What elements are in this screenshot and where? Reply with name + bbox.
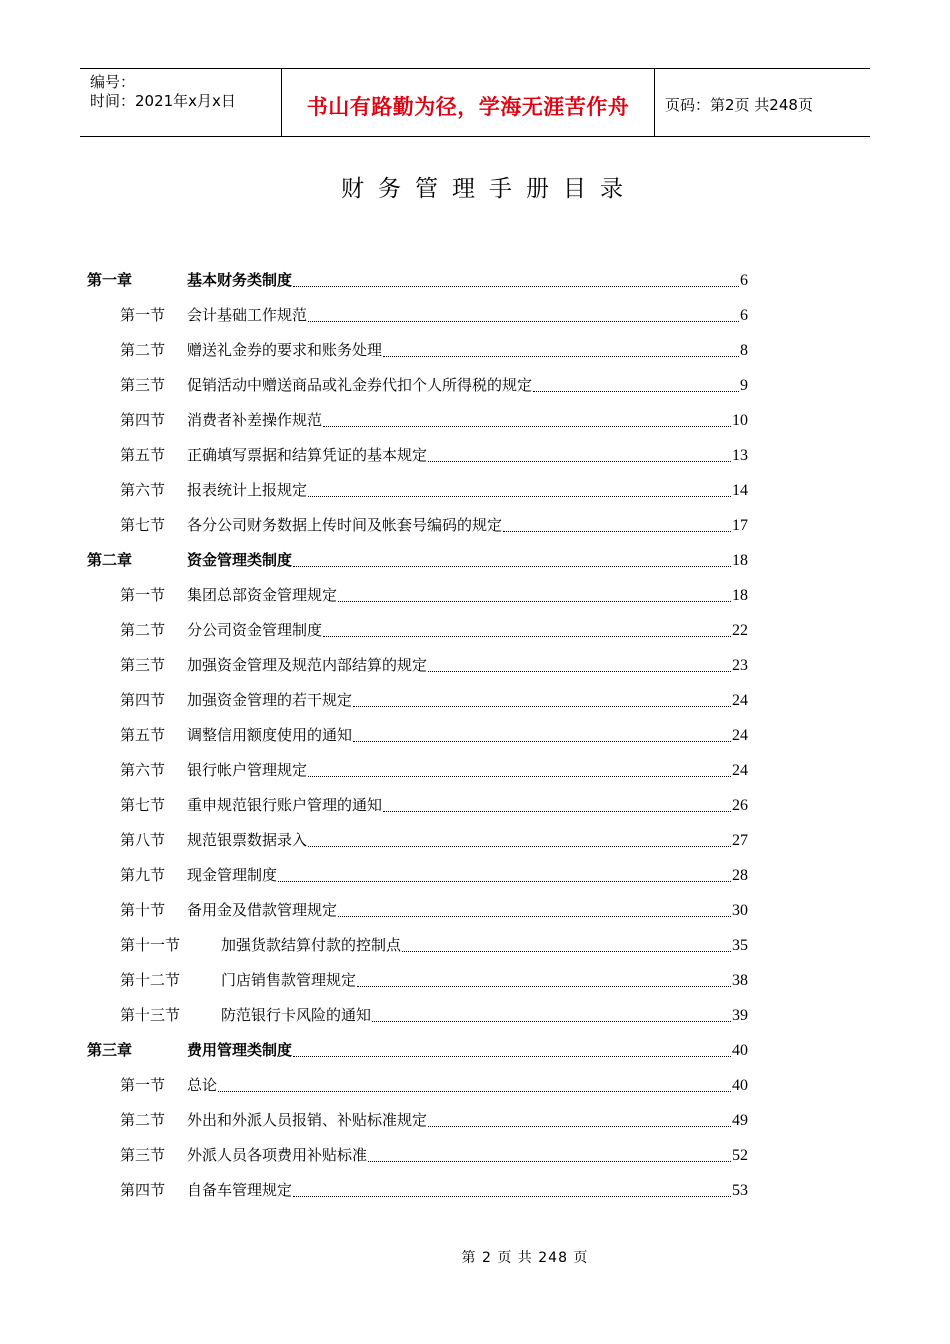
toc-title: 基本财务类制度 — [187, 271, 293, 289]
toc-number: 第三节 — [120, 656, 166, 674]
toc-leader-dots — [323, 425, 731, 427]
toc-number: 第三章 — [87, 1041, 133, 1059]
toc-page-number: 17 — [732, 517, 748, 534]
toc-section-row[interactable] — [120, 715, 748, 745]
toc-page-number: 40 — [732, 1077, 748, 1094]
toc-section-row[interactable] — [120, 1170, 748, 1200]
toc-page-number: 49 — [732, 1112, 748, 1129]
toc-page-number: 18 — [732, 552, 748, 569]
toc-number: 第三节 — [120, 376, 166, 394]
toc-page-number: 27 — [732, 832, 748, 849]
toc-section-row[interactable] — [120, 610, 748, 640]
toc-leader-dots — [383, 810, 731, 812]
toc-page-number: 22 — [732, 622, 748, 639]
toc-section-row[interactable] — [120, 575, 748, 605]
toc-number: 第七节 — [120, 796, 166, 814]
toc-leader-dots — [372, 1020, 731, 1022]
toc-section-row[interactable] — [120, 1100, 748, 1130]
toc-title: 集团总部资金管理规定 — [187, 586, 338, 604]
toc-number: 第五节 — [120, 446, 166, 464]
toc-section-row[interactable] — [120, 750, 748, 780]
toc-leader-dots — [503, 530, 731, 532]
toc-title: 门店销售款管理规定 — [221, 971, 357, 989]
toc-title: 资金管理类制度 — [187, 551, 293, 569]
document-title: 财务管理手册目录 — [341, 176, 637, 202]
toc-chapter-row[interactable] — [87, 1030, 748, 1060]
toc-page-number: 38 — [732, 972, 748, 989]
toc-leader-dots — [338, 600, 731, 602]
toc-leader-dots — [293, 565, 731, 567]
toc-page-number: 13 — [732, 447, 748, 464]
toc-title: 银行帐户管理规定 — [187, 761, 308, 779]
toc-page-number: 52 — [732, 1147, 748, 1164]
header-motto: 书山有路勤为径，学海无涯苦作舟 — [306, 95, 630, 119]
toc-number: 第一节 — [120, 306, 166, 324]
toc-leader-dots — [218, 1090, 731, 1092]
toc-number: 第二节 — [120, 621, 166, 639]
page-footer: 第 2 页 共 248 页 — [461, 1250, 589, 1266]
toc-title: 防范银行卡风险的通知 — [221, 1006, 372, 1024]
toc-leader-dots — [338, 915, 731, 917]
header-middle-cell — [282, 69, 655, 136]
toc-page-number: 24 — [732, 692, 748, 709]
toc-number: 第四节 — [120, 411, 166, 429]
toc-section-row[interactable] — [120, 855, 748, 885]
toc-chapter-row[interactable] — [87, 260, 748, 290]
toc-leader-dots — [308, 775, 731, 777]
toc-page-number: 24 — [732, 727, 748, 744]
toc-title: 费用管理类制度 — [187, 1041, 293, 1059]
toc-page-number: 26 — [732, 797, 748, 814]
toc-title: 报表统计上报规定 — [187, 481, 308, 499]
toc-title: 加强资金管理的若干规定 — [187, 691, 353, 709]
toc-page-number: 24 — [732, 762, 748, 779]
header-left-cell — [80, 69, 282, 136]
toc-page-number: 18 — [732, 587, 748, 604]
toc-leader-dots — [293, 1195, 731, 1197]
toc-number: 第十一节 — [120, 936, 181, 954]
toc-title: 现金管理制度 — [187, 866, 278, 884]
toc-section-row[interactable] — [120, 505, 748, 535]
toc-title: 自备车管理规定 — [187, 1181, 293, 1199]
toc-page-number: 23 — [732, 657, 748, 674]
toc-leader-dots — [383, 355, 739, 357]
toc-page-number: 14 — [732, 482, 748, 499]
header-page-info: 页码：第2页 共248页 — [665, 96, 813, 114]
toc-page-number: 6 — [740, 307, 748, 324]
toc-title: 总论 — [187, 1076, 218, 1094]
toc-number: 第四节 — [120, 1181, 166, 1199]
toc-section-row[interactable] — [120, 995, 748, 1025]
toc-section-row[interactable] — [120, 1065, 748, 1095]
toc-title: 外出和外派人员报销、补贴标准规定 — [187, 1111, 428, 1129]
toc-page-number: 30 — [732, 902, 748, 919]
toc-number: 第六节 — [120, 481, 166, 499]
toc-number: 第九节 — [120, 866, 166, 884]
toc-section-row[interactable] — [120, 365, 748, 395]
toc-number: 第一章 — [87, 271, 133, 289]
toc-number: 第八节 — [120, 831, 166, 849]
toc-chapter-row[interactable] — [87, 540, 748, 570]
toc-number: 第七节 — [120, 516, 166, 534]
toc-page-number: 9 — [740, 377, 748, 394]
toc-leader-dots — [308, 845, 731, 847]
toc-leader-dots — [308, 320, 739, 322]
toc-title: 分公司资金管理制度 — [187, 621, 323, 639]
toc-number: 第二节 — [120, 341, 166, 359]
toc-title: 赠送礼金券的要求和账务处理 — [187, 341, 383, 359]
toc-section-row[interactable] — [120, 820, 748, 850]
toc-title: 各分公司财务数据上传时间及帐套号编码的规定 — [187, 516, 503, 534]
toc-section-row[interactable] — [120, 785, 748, 815]
toc-page-number: 10 — [732, 412, 748, 429]
toc-section-row[interactable] — [120, 1135, 748, 1165]
toc-section-row[interactable] — [120, 925, 748, 955]
toc-leader-dots — [353, 740, 731, 742]
toc-page-number: 40 — [732, 1042, 748, 1059]
toc-section-row[interactable] — [120, 680, 748, 710]
toc-leader-dots — [293, 1055, 731, 1057]
toc-page-number: 35 — [732, 937, 748, 954]
toc-title: 会计基础工作规范 — [187, 306, 308, 324]
toc-section-row[interactable] — [120, 435, 748, 465]
toc-section-row[interactable] — [120, 890, 748, 920]
toc-section-row[interactable] — [120, 400, 748, 430]
toc-page-number: 53 — [732, 1182, 748, 1199]
toc-number: 第十节 — [120, 901, 166, 919]
toc-number: 第二章 — [87, 551, 133, 569]
toc-title: 调整信用额度使用的通知 — [187, 726, 353, 744]
toc-leader-dots — [353, 705, 731, 707]
page-header — [80, 68, 870, 137]
toc-number: 第十二节 — [120, 971, 181, 989]
toc-number: 第一节 — [120, 586, 166, 604]
toc-leader-dots — [357, 985, 731, 987]
toc-number: 第六节 — [120, 761, 166, 779]
toc-section-row[interactable] — [120, 645, 748, 675]
toc-leader-dots — [323, 635, 731, 637]
toc-title: 加强资金管理及规范内部结算的规定 — [187, 656, 428, 674]
toc-title: 重申规范银行账户管理的通知 — [187, 796, 383, 814]
toc-number: 第十三节 — [120, 1006, 181, 1024]
toc-leader-dots — [368, 1160, 731, 1162]
toc-title: 加强货款结算付款的控制点 — [221, 936, 402, 954]
toc-page-number: 39 — [732, 1007, 748, 1024]
toc-title: 正确填写票据和结算凭证的基本规定 — [187, 446, 428, 464]
toc-number: 第二节 — [120, 1111, 166, 1129]
toc-number: 第四节 — [120, 691, 166, 709]
toc-number: 第五节 — [120, 726, 166, 744]
toc-section-row[interactable] — [120, 330, 748, 360]
toc-leader-dots — [308, 495, 731, 497]
toc-number: 第三节 — [120, 1146, 166, 1164]
toc-title: 规范银票数据录入 — [187, 831, 308, 849]
toc-leader-dots — [428, 460, 731, 462]
toc-title: 备用金及借款管理规定 — [187, 901, 338, 919]
toc-leader-dots — [278, 880, 731, 882]
serial-label: 编号： — [90, 73, 136, 91]
toc-title: 外派人员各项费用补贴标准 — [187, 1146, 368, 1164]
toc-section-row[interactable] — [120, 960, 748, 990]
toc-section-row[interactable] — [120, 295, 748, 325]
toc-leader-dots — [428, 1125, 731, 1127]
toc-number: 第一节 — [120, 1076, 166, 1094]
header-right-cell — [655, 69, 870, 136]
toc-page-number: 28 — [732, 867, 748, 884]
date-label: 时间：2021年x月x日 — [90, 92, 236, 110]
toc-leader-dots — [533, 390, 739, 392]
toc-section-row[interactable] — [120, 470, 748, 500]
toc-page-number: 6 — [740, 272, 748, 289]
toc-leader-dots — [402, 950, 731, 952]
toc-title: 促销活动中赠送商品或礼金券代扣个人所得税的规定 — [187, 376, 533, 394]
toc-leader-dots — [428, 670, 731, 672]
toc-page-number: 8 — [740, 342, 748, 359]
toc-leader-dots — [293, 285, 739, 287]
toc-title: 消费者补差操作规范 — [187, 411, 323, 429]
